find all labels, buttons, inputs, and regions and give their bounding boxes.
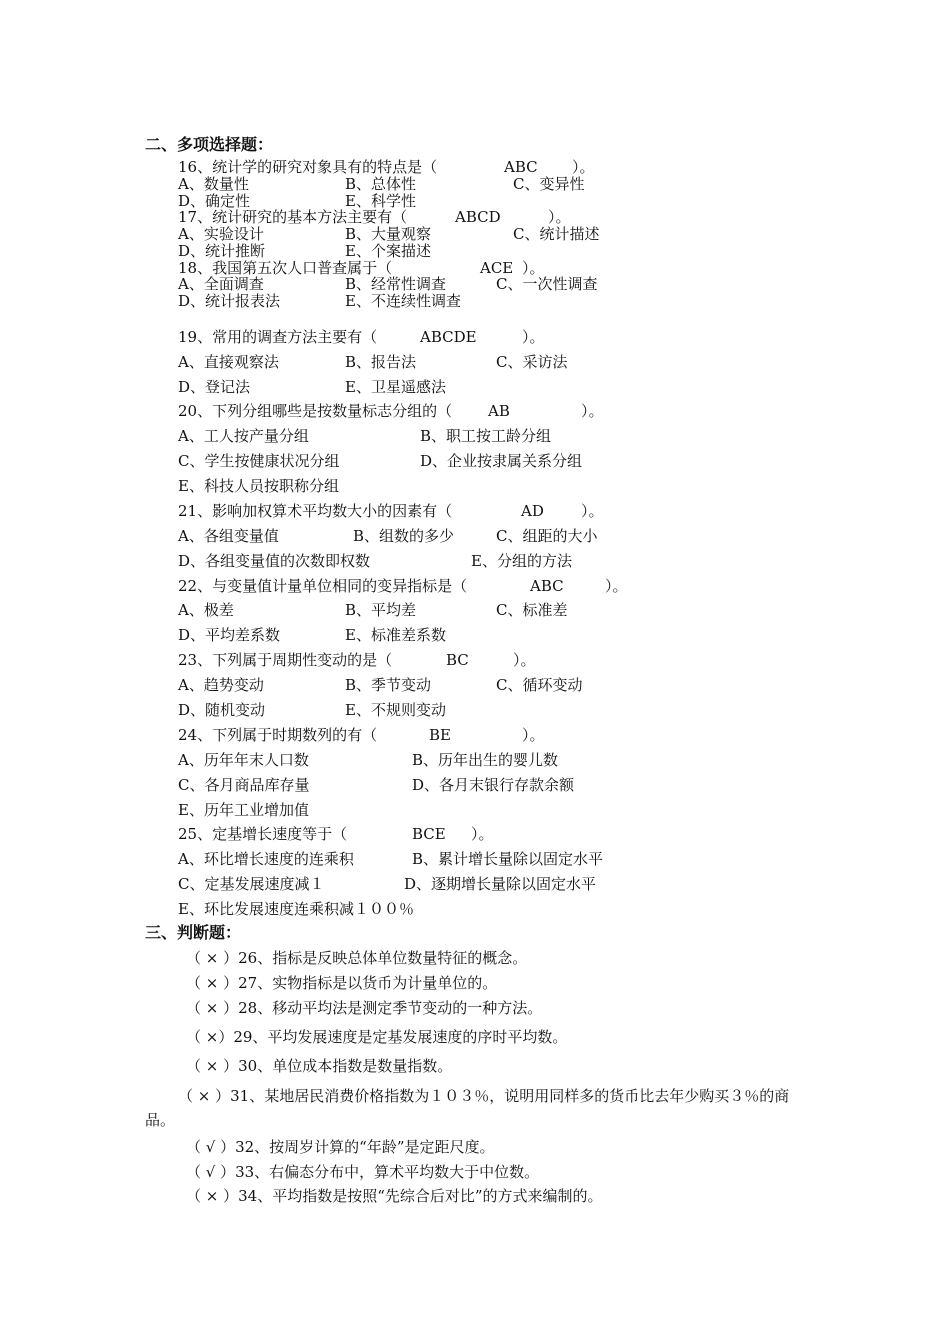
option-b: B、历年出生的婴儿数 xyxy=(412,751,559,769)
option-e: E、不连续性调查 xyxy=(345,292,461,310)
option-a: A、工人按产量分组 xyxy=(178,427,309,445)
option-a: A、直接观察法 xyxy=(178,353,279,371)
question-23-stem: 23、下列属于周期性变动的是（ xyxy=(178,651,393,669)
judgment-item-29: （ ×）29、平均发展速度是定基发展速度的序时平均数。 xyxy=(186,1028,568,1046)
option-c: C、循环变动 xyxy=(496,676,583,694)
question-16-stem: 16、统计学的研究对象具有的特点是（ xyxy=(178,158,438,176)
option-c: C、标准差 xyxy=(496,601,568,619)
question-25-close: ）。 xyxy=(471,825,494,843)
option-c: C、学生按健康状况分组 xyxy=(178,452,340,470)
question-21-answer: AD xyxy=(521,502,544,520)
option-d: D、企业按隶属关系分组 xyxy=(420,452,583,470)
option-b: B、报告法 xyxy=(345,353,417,371)
judgment-item-27: （ × ）27、实物指标是以货币为计量单位的。 xyxy=(186,974,498,992)
option-b: B、组数的多少 xyxy=(353,527,455,545)
question-18-stem: 18、我国第五次人口普查属于（ xyxy=(178,259,393,277)
option-c: C、变异性 xyxy=(513,175,585,193)
option-e: E、科学性 xyxy=(345,192,416,210)
question-25-answer: BCE xyxy=(412,825,446,843)
question-24-stem: 24、下列属于时期数列的有（ xyxy=(178,726,378,744)
option-a: A、实验设计 xyxy=(178,225,264,243)
judgment-item-26: （ × ）26、指标是反映总体单位数量特征的概念。 xyxy=(186,949,528,967)
option-d: D、统计报表法 xyxy=(178,292,281,310)
question-19-answer: ABCDE xyxy=(420,328,477,346)
question-24-answer: BE xyxy=(429,726,451,744)
judgment-item-31: （ × ）31、某地居民消费价格指数为１０３％，说明用同样多的货币比去年少购买３％的商 xyxy=(178,1087,790,1105)
judgment-item-34: （ × ）34、平均指数是按照“先综合后对比”的方式来编制的。 xyxy=(186,1187,603,1205)
section-heading: 三、判断题： xyxy=(145,923,242,942)
question-17-answer: ABCD xyxy=(455,208,501,226)
question-20-stem: 20、下列分组哪些是按数量标志分组的（ xyxy=(178,402,453,420)
question-24-close: ）。 xyxy=(522,726,545,744)
option-c: C、各月商品库存量 xyxy=(178,776,310,794)
option-a: A、历年年末人口数 xyxy=(178,751,309,769)
option-c: C、组距的大小 xyxy=(496,527,598,545)
judgment-item-33: （ √ ）33、右偏态分布中，算术平均数大于中位数。 xyxy=(186,1163,540,1181)
option-b: B、累计增长量除以固定水平 xyxy=(412,850,604,868)
option-e: E、不规则变动 xyxy=(345,701,446,719)
question-20-answer: AB xyxy=(488,402,510,420)
option-b: B、职工按工龄分组 xyxy=(420,427,552,445)
question-22-close: ）。 xyxy=(605,577,628,595)
option-e: E、卫星遥感法 xyxy=(345,378,446,396)
option-c: C、采访法 xyxy=(496,353,568,371)
question-25-stem: 25、定基增长速度等于（ xyxy=(178,825,348,843)
option-c: C、定基发展速度减１ xyxy=(178,875,325,893)
option-d: D、各组变量值的次数即权数 xyxy=(178,552,371,570)
option-b: B、经常性调查 xyxy=(345,275,447,293)
option-a: A、数量性 xyxy=(178,175,249,193)
option-d: D、确定性 xyxy=(178,192,251,210)
option-b: B、大量观察 xyxy=(345,225,432,243)
option-a: A、环比增长速度的连乘积 xyxy=(178,850,354,868)
option-e: E、标准差系数 xyxy=(345,626,446,644)
question-19-close: ）。 xyxy=(522,328,545,346)
question-19-stem: 19、常用的调查方法主要有（ xyxy=(178,328,378,346)
option-b: B、总体性 xyxy=(345,175,417,193)
option-b: B、平均差 xyxy=(345,601,417,619)
question-16-answer: ABC xyxy=(504,158,538,176)
judgment-item-28: （ × ）28、移动平均法是测定季节变动的一种方法。 xyxy=(186,999,543,1017)
question-20-close: ）。 xyxy=(581,402,604,420)
judgment-item-31-cont: 品。 xyxy=(145,1111,176,1129)
question-18-close: ）。 xyxy=(522,259,545,277)
option-e: E、科技人员按职称分组 xyxy=(178,477,339,495)
option-d: D、登记法 xyxy=(178,378,251,396)
question-23-answer: BC xyxy=(446,651,469,669)
judgment-item-30: （ × ）30、单位成本指数是数量指数。 xyxy=(186,1057,453,1075)
option-a: A、各组变量值 xyxy=(178,527,279,545)
question-21-close: ）。 xyxy=(581,502,604,520)
question-22-stem: 22、与变量值计量单位相同的变异指标是（ xyxy=(178,577,468,595)
option-a: A、全面调查 xyxy=(178,275,264,293)
question-18-answer: ACE xyxy=(480,259,514,277)
question-16-close: ）。 xyxy=(572,158,595,176)
option-c: C、统计描述 xyxy=(513,225,600,243)
question-17-close: ）。 xyxy=(548,208,571,226)
option-c: C、一次性调查 xyxy=(496,275,598,293)
option-e: E、环比发展速度连乘积减１００％ xyxy=(178,900,414,918)
question-21-stem: 21、影响加权算术平均数大小的因素有（ xyxy=(178,502,453,520)
option-e: E、历年工业增加值 xyxy=(178,801,309,819)
option-d: D、统计推断 xyxy=(178,242,266,260)
question-17-stem: 17、统计研究的基本方法主要有（ xyxy=(178,208,408,226)
option-b: B、季节变动 xyxy=(345,676,432,694)
option-d: D、各月末银行存款余额 xyxy=(412,776,575,794)
option-d: D、逐期增长量除以固定水平 xyxy=(404,875,597,893)
question-23-close: ）。 xyxy=(513,651,536,669)
judgment-item-32: （ √ ）32、按周岁计算的“年龄”是定距尺度。 xyxy=(186,1138,495,1156)
option-e: E、分组的方法 xyxy=(471,552,572,570)
option-a: A、趋势变动 xyxy=(178,676,264,694)
option-a: A、极差 xyxy=(178,601,234,619)
option-d: D、随机变动 xyxy=(178,701,266,719)
question-22-answer: ABC xyxy=(530,577,564,595)
option-d: D、平均差系数 xyxy=(178,626,281,644)
option-e: E、个案描述 xyxy=(345,242,431,260)
section-heading: 二、多项选择题： xyxy=(145,135,274,154)
